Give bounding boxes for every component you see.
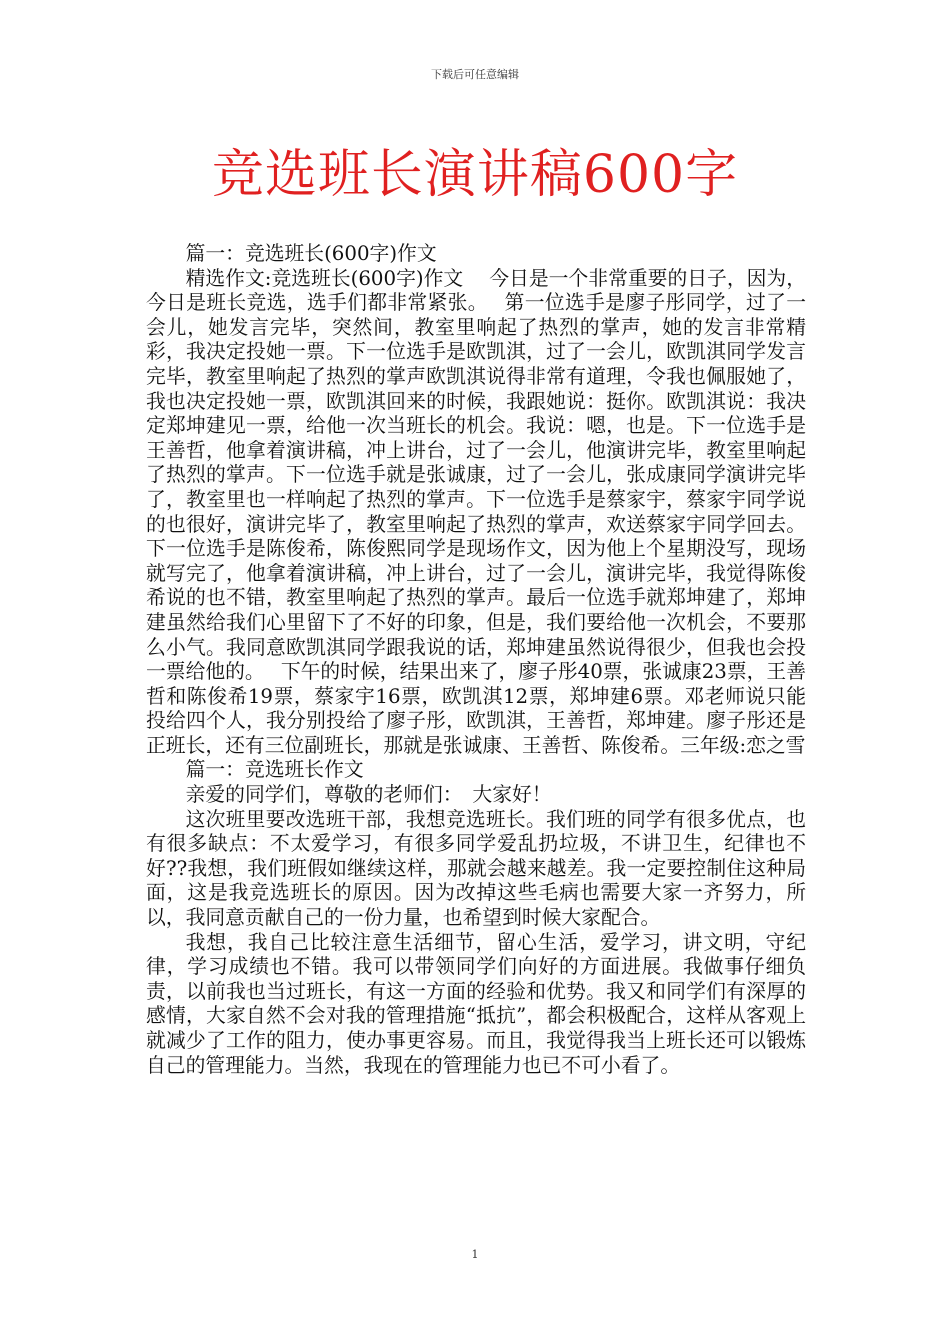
header-note: 下载后可任意编辑 bbox=[431, 68, 519, 81]
essay-paragraph-1: 精选作文:竞选班长(600字)作文 今日是一个非常重要的日子，因为，今日是班长竞选，选手们都非常紧张。 第一位选手是廖子彤同学，过了一会儿，她发言完毕，突然间，教室里响起了热烈的掌声，她的发言非常精彩，我决定投她一票。下一位选手是欧凯淇，过了一会儿，欧凯淇同学发言完毕，教室里响起了热烈的掌声欧凯淇说得非常有道理，令我也佩服她了，我也决定投她一票，欧凯淇回来的时候，我跟她说：挺你。欧凯淇说：我决定郑坤建见一票，给他一次当班长的机会。我说：嗯，也是。下一位选手是王善哲，他拿着演讲稿，冲上讲台，过了一会儿，他演讲完毕，教室里响起了热烈的掌声。下一位选手就是张诚康，过了一会儿，张成康同学演讲完毕了，教室里也一样响起了热烈的掌声。下一位选手是蔡家宇，蔡家宇同学说的也很好，演讲完毕了，教室里响起了热烈的掌声，欢送蔡家宇同学回去。下一位选手是陈俊希，陈俊熙同学是现场作文，因为他上个星期没写，现场就写完了，他拿着演讲稿，冲上讲台，过了一会儿，演讲完毕，我觉得陈俊希说的也不错，教室里响起了热烈的掌声。最后一位选手就郑坤建了，郑坤建虽然给我们心里留下了不好的印象，但是，我们要给他一次机会，不要那么小气。我同意欧凯淇同学跟我说的话，郑坤建虽然说得很少，但我也会投一票给他的。 下午的时候，结果出来了，廖子彤40票，张诚康23票，王善哲和陈俊希19票，蔡家宇16票，欧凯淇12票，郑坤建6票。邓老师说只能投给四个人，我分别投给了廖子彤，欧凯淇，王善哲，郑坤建。廖子彤还是正班长，还有三位副班长，那就是张诚康、王善哲、陈俊希。三年级:恋之雪 bbox=[146, 266, 806, 757]
section-heading-2: 篇一：竞选班长作文 bbox=[185, 758, 364, 782]
page-number: 1 bbox=[471, 1248, 479, 1261]
essay-paragraph-3: 我想，我自己比较注意生活细节，留心生活，爱学习，讲文明，守纪律，学习成绩也不错。我可以带领同学们向好的方面进展。我做事仔细负责，以前我也当过班长，有这一方面的经验和优势。我又和同学们有深厚的感情，大家自然不会对我的管理措施“抵抗”，都会积极配合，这样从客观上就减少了工作的阻力，使办事更容易。而且，我觉得我当上班长还可以锻炼自己的管理能力。当然，我现在的管理能力也已不可小看了。 bbox=[146, 930, 806, 1077]
greeting-paragraph: 亲爱的同学们，尊敬的老师们： 大家好！ bbox=[185, 783, 552, 807]
document-title: 竞选班长演讲稿600字 bbox=[211, 145, 739, 205]
section-heading-1: 篇一：竞选班长(600字)作文 bbox=[185, 242, 437, 265]
essay-paragraph-2: 这次班里要改选班干部，我想竞选班长。我们班的同学有很多优点，也有很多缺点：不太爱学习，有很多同学爱乱扔垃圾，不讲卫生，纪律也不好??我想，我们班假如继续这样，那就会越来越差。我一定要控制住这种局面，这是我竞选班长的原因。因为改掉这些毛病也需要大家一齐努力，所以，我同意贡献自己的一份力量，也希望到时候大家配合。 bbox=[146, 807, 806, 930]
document-body bbox=[146, 242, 806, 1078]
